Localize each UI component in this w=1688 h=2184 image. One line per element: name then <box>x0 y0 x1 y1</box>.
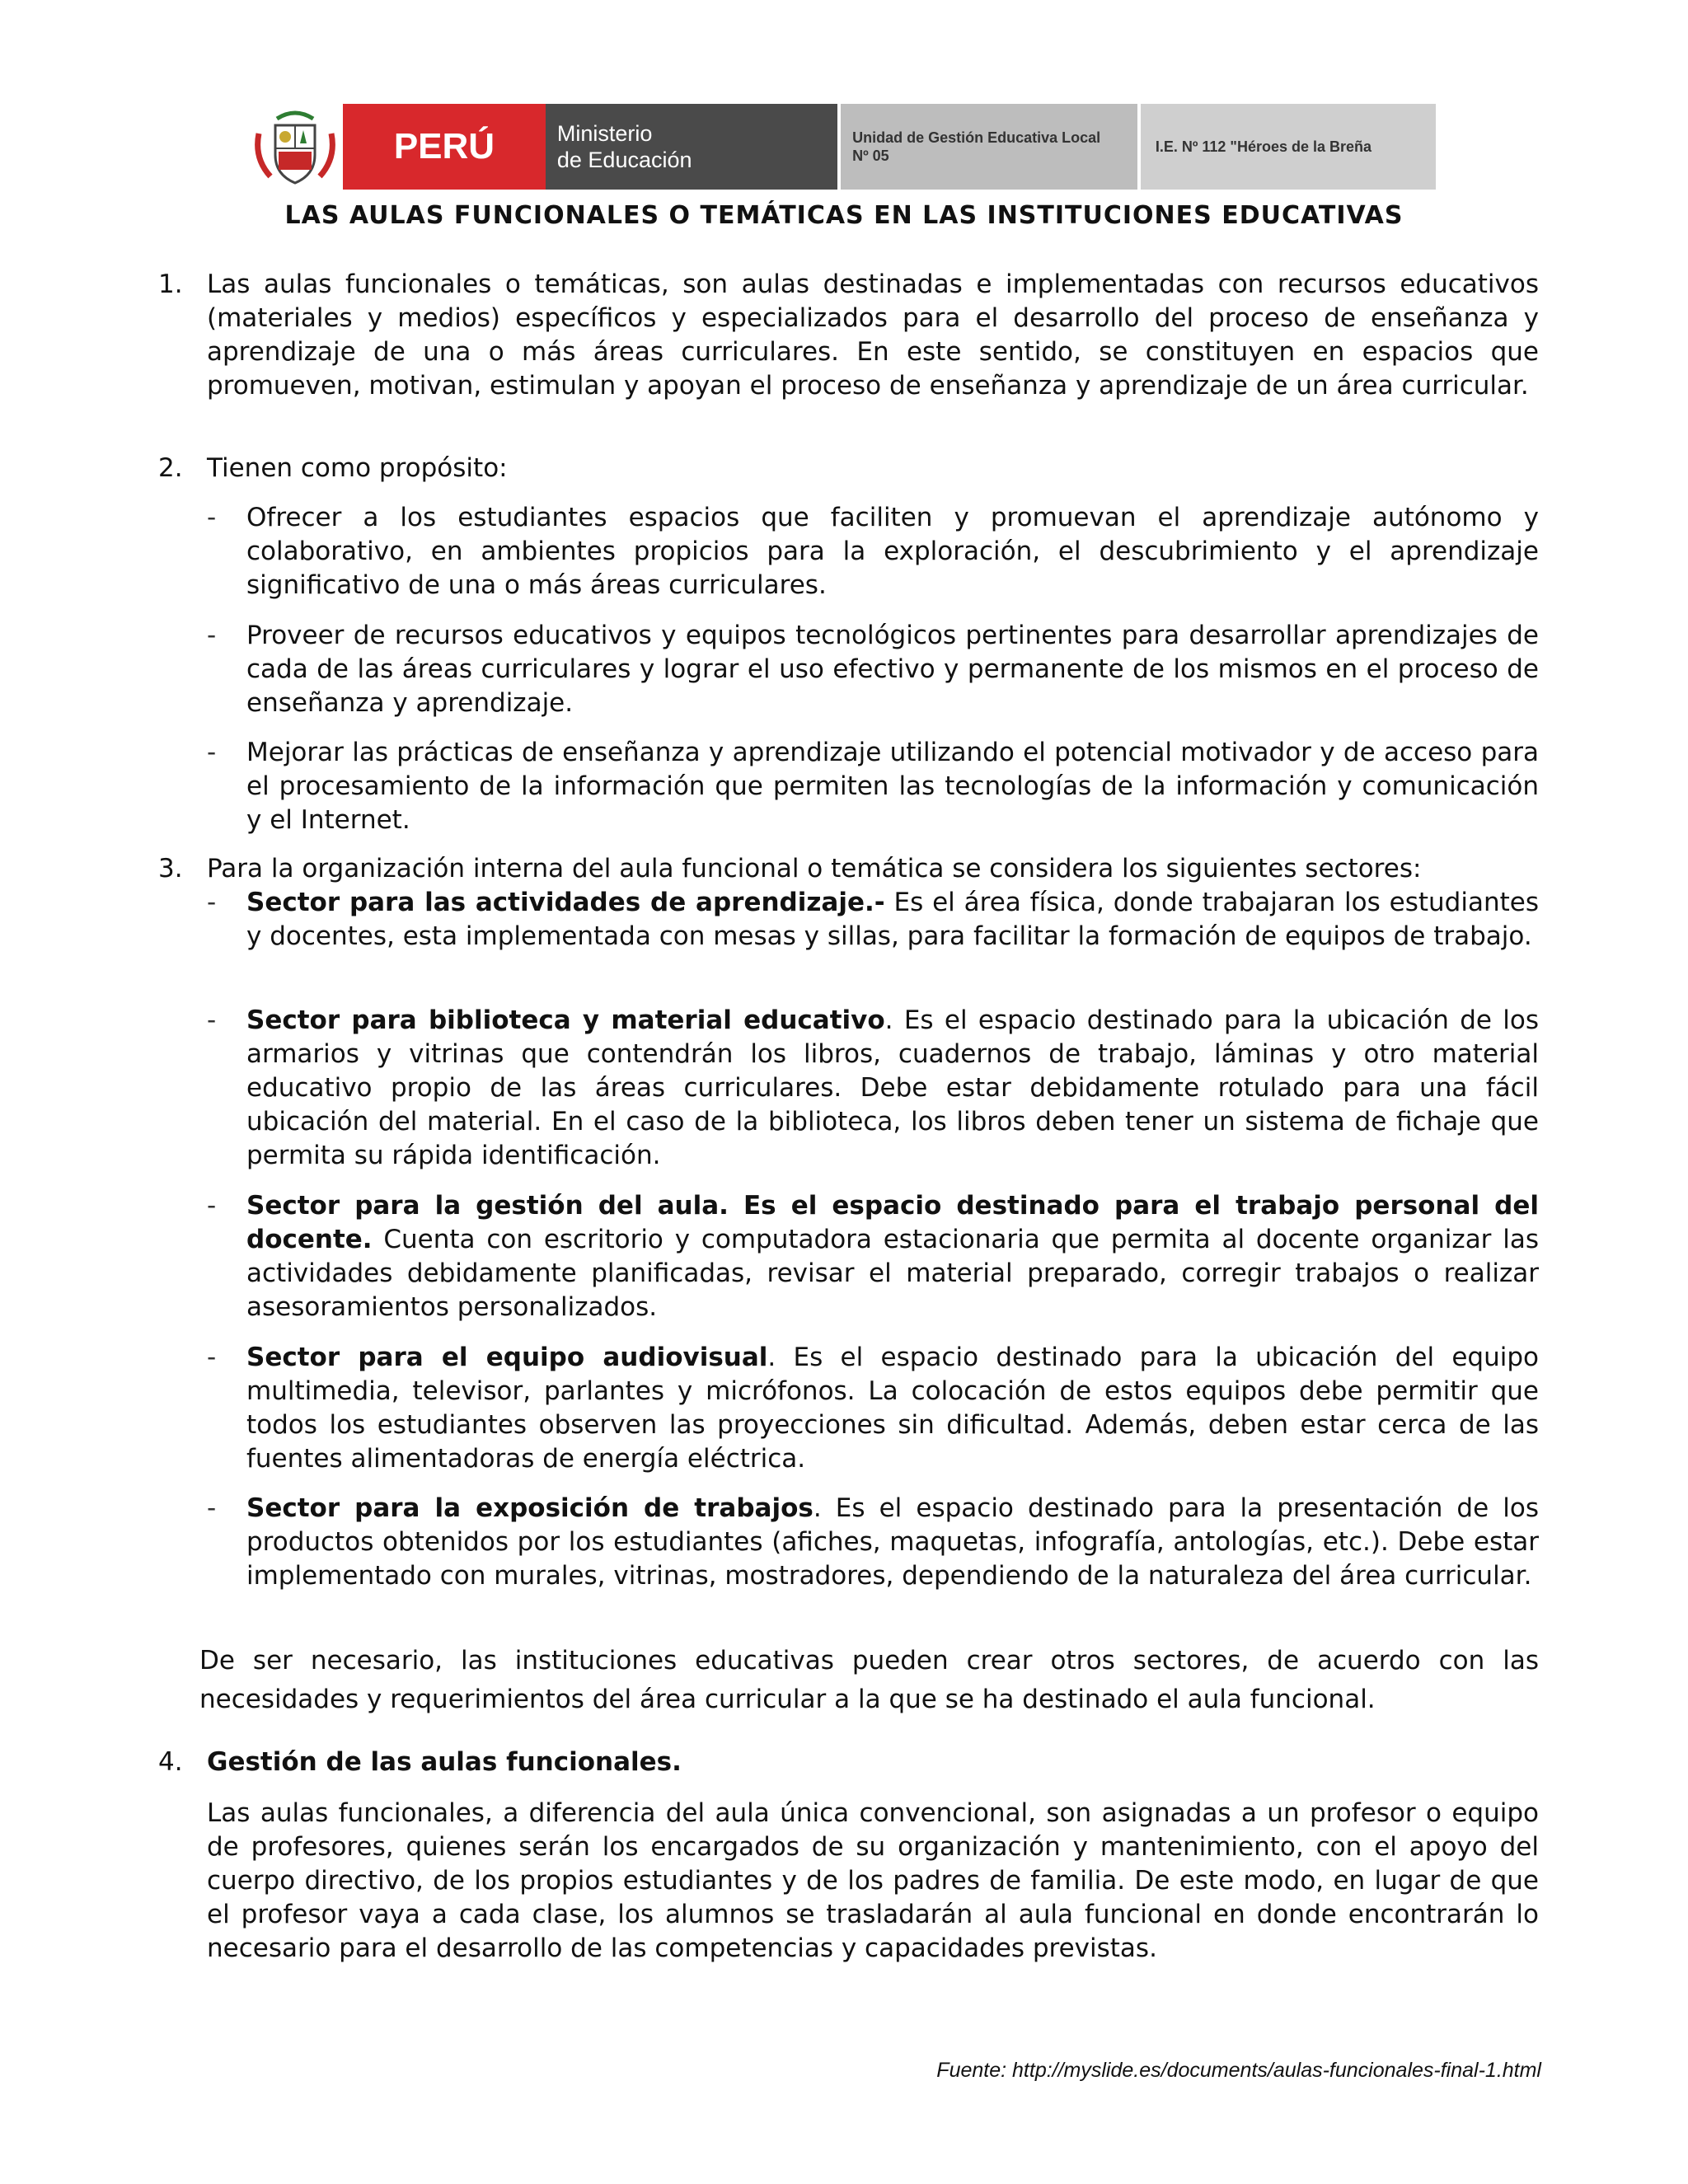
purpose-bullet-3: Mejorar las prácticas de enseñanza y aprendizaje utilizando el potencial motivador y de acceso para el procesamiento de la información que permiten las tecnologías de la información y comunicación y el Internet. <box>246 738 1539 835</box>
item-number-1: 1. <box>158 269 183 299</box>
bullet-dash: - <box>207 503 217 532</box>
ugel-line-1: Unidad de Gestión Educativa Local <box>852 129 1101 146</box>
school-label: I.E. Nº 112 "Héroes de la Breña <box>1141 104 1436 190</box>
paragraph-2: Tienen como propósito: <box>207 453 508 483</box>
bullet-dash: - <box>207 738 217 767</box>
sector-library-text: . Es el espacio destinado para la ubicación de los armarios y vitrinas que contendrán los libros, cuadernos de trabajo, láminas y otro material educativo propio de las áreas curriculares. Debe estar debidamente rotulado para una fácil ubicación del material. En el caso de la biblioteca, los libros deben tener un sistema de fichaje que permita su rápida identificación. <box>246 1005 1539 1170</box>
sector-management <box>246 1189 1539 1324</box>
item-number-3: 3. <box>158 854 183 883</box>
sector-management-text: Cuenta con escritorio y computadora estacionaria que permita al docente organizar las actividades debidamente planificadas, revisar el material preparado, corregir trabajos o realizar asesoramientos personalizados. <box>246 1225 1539 1322</box>
peru-label: PERÚ <box>343 104 546 190</box>
ugel-line-2: Nº 05 <box>852 148 889 164</box>
ugel-label <box>841 104 1137 190</box>
sector-exhibition <box>246 1492 1539 1593</box>
sector-exhibition-text: . Es el espacio destinado para la presentación de los productos obtenidos por los estudiantes (afiches, maquetas, infografía, antologías, etc.). Debe estar implementado con murales, vitrinas, mostradores, dependiendo de la naturaleza del área curricular. <box>246 1493 1539 1591</box>
bullet-dash: - <box>207 1191 217 1221</box>
paragraph-4: Las aulas funcionales, a diferencia del aula única convencional, son asignadas a un profesor o equipo de profesores, quienes serán los encargados de su organización y mantenimiento, con el apoyo del cuerpo directivo, de los propios estudiantes y de los padres de familia. De este modo, en lugar de que el profesor vaya a cada clase, los alumnos se trasladarán al aula funcional en donde encontrarán lo necesario para el desarrollo de las competencias y capacidades previstas. <box>207 1798 1539 1963</box>
bullet-dash: - <box>207 1343 217 1372</box>
ministry-line-1: Ministerio <box>556 121 653 146</box>
sector-audiovisual-title: Sector para el equipo audiovisual <box>246 1343 768 1372</box>
sectors-closing-paragraph: De ser necesario, las instituciones educativas pueden crear otros sectores, de acuerdo con las necesidades y requerimientos del área curricular a la que se ha destinado el aula funcional. <box>199 1646 1539 1714</box>
bullet-dash: - <box>207 888 217 917</box>
sector-learning <box>246 886 1539 954</box>
sector-library <box>246 1004 1539 1173</box>
sector-learning-title: Sector para las actividades de aprendizaje.- <box>246 888 885 917</box>
sector-audiovisual <box>246 1341 1539 1476</box>
bullet-dash: - <box>207 621 217 650</box>
bullet-dash: - <box>207 1493 217 1523</box>
item-number-2: 2. <box>158 453 183 483</box>
item-number-4: 4. <box>158 1747 183 1777</box>
sector-audiovisual-text: . Es el espacio destinado para la ubicación del equipo multimedia, televisor, parlantes y micrófonos. La colocación de estos equipos debe permitir que todos los estudiantes observen las proyecciones sin dificultad. Además, deben estar cerca de las fuentes alimentadoras de energía eléctrica. <box>246 1343 1539 1474</box>
sector-learning-text: Es el área física, donde trabajaran los estudiantes y docentes, esta implementada con mesas y sillas, para facilitar la formación de equipos de trabajo. <box>246 888 1539 951</box>
sector-management-title: Sector para la gestión del aula. Es el espacio destinado para el trabajo personal del docente. <box>246 1191 1539 1254</box>
purpose-bullet-2: Proveer de recursos educativos y equipos tecnológicos pertinentes para desarrollar aprendizajes de cada de las áreas curriculares y lograr el uso efectivo y permanente de los mismos en el proceso de enseñanza y aprendizaje. <box>246 621 1539 718</box>
sector-exhibition-title: Sector para la exposición de trabajos <box>246 1493 814 1523</box>
bullet-dash: - <box>207 1005 217 1035</box>
paragraph-3: Para la organización interna del aula funcional o temática se considera los siguientes sectores: <box>207 854 1422 883</box>
section-4-title: Gestión de las aulas funcionales. <box>207 1747 682 1777</box>
purpose-bullet-1: Ofrecer a los estudiantes espacios que faciliten y promuevan el aprendizaje autónomo y colaborativo, en ambientes propicios para la exploración, el descubrimiento y el aprendizaje significativo de una o más áreas curriculares. <box>246 503 1539 600</box>
ministry-line-2: de Educación <box>556 148 692 172</box>
ministry-header-banner <box>252 104 1436 190</box>
ministry-label <box>546 104 837 190</box>
sector-library-title: Sector para biblioteca y material educativo <box>246 1005 885 1035</box>
document-title: LAS AULAS FUNCIONALES O TEMÁTICAS EN LAS INSTITUCIONES EDUCATIVAS <box>284 201 1404 230</box>
paragraph-1: Las aulas funcionales o temáticas, son aulas destinadas e implementadas con recursos educativos (materiales y medios) específicos y especializados para el desarrollo del proceso de enseñanza y aprendizaje de una o más áreas curriculares. En este sentido, se constituyen en espacios que promueven, motivan, estimulan y apoyan el proceso de enseñanza y aprendizaje de un área curricular. <box>207 269 1539 401</box>
source-citation: Fuente: http://myslide.es/documents/aulas-funcionales-final-1.html <box>936 2059 1541 2082</box>
